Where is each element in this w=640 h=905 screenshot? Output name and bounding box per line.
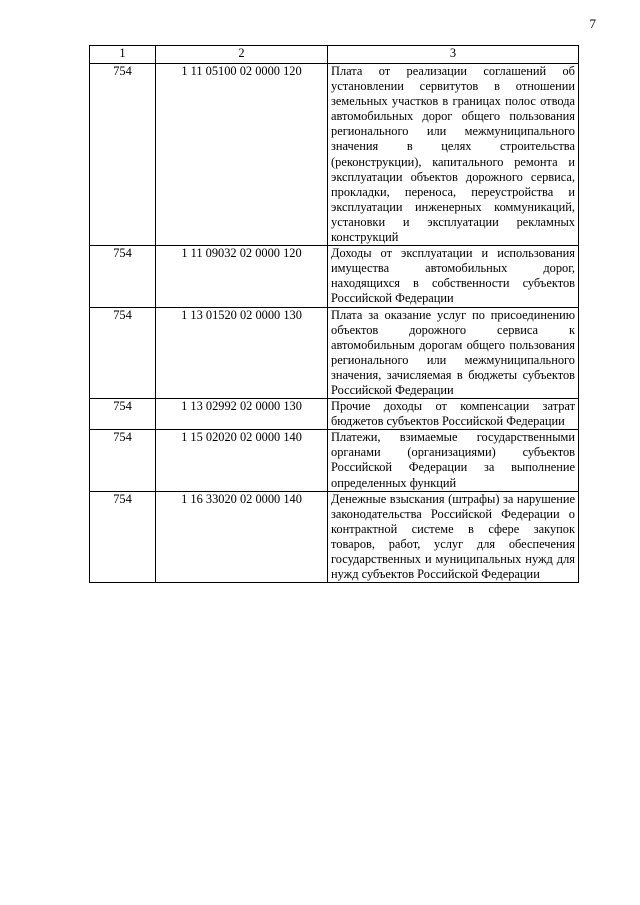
administrator-code-cell: 754 [90, 246, 156, 307]
revenue-code-cell: 1 15 02020 02 0000 140 [156, 430, 328, 491]
administrator-code-cell: 754 [90, 307, 156, 399]
table-header-row [90, 46, 579, 64]
column-header-1: 1 [90, 46, 156, 64]
column-header-3: 3 [328, 46, 579, 64]
revenue-name-cell: Плата за оказание услуг по присоединению объектов дорожного сервиса к автомобильным дорогам общего пользования регионального или межмуниципального значения, зачисляемая в бюджеты субъектов Российской Федерации [328, 307, 579, 399]
revenue-code-cell: 1 11 05100 02 0000 120 [156, 64, 328, 246]
administrator-code-cell: 754 [90, 491, 156, 583]
table-row [90, 246, 579, 307]
table-row [90, 430, 579, 491]
revenue-code-cell: 1 13 02992 02 0000 130 [156, 399, 328, 430]
administrator-code-cell: 754 [90, 399, 156, 430]
table-row [90, 491, 579, 583]
revenue-name-cell: Денежные взыскания (штрафы) за нарушение законодательства Российской Федерации о контрактной системе в сфере закупок товаров, работ, услуг для обеспечения государственных и муниципальных нужд для нужд субъектов Российской Федерации [328, 491, 579, 583]
revenue-name-cell: Плата от реализации соглашений об установлении сервитутов в отношении земельных участков в границах полос отвода автомобильных дорог общего пользования регионального или межмуниципального значения в целях строительства (реконструкции), капитального ремонта и эксплуатации объектов дорожного сервиса, прокладки, переноса, переустройства и эксплуатации инженерных коммуникаций, установки и эксплуатации рекламных конструкций [328, 64, 579, 246]
revenue-name-cell: Прочие доходы от компенсации затрат бюджетов субъектов Российской Федерации [328, 399, 579, 430]
revenue-name-cell: Доходы от эксплуатации и использования имущества автомобильных дорог, находящихся в собственности субъектов Российской Федерации [328, 246, 579, 307]
table-row [90, 307, 579, 399]
administrator-code-cell: 754 [90, 64, 156, 246]
column-header-2: 2 [156, 46, 328, 64]
table-row [90, 64, 579, 246]
administrator-code-cell: 754 [90, 430, 156, 491]
revenue-classification-table [89, 45, 579, 583]
revenue-code-cell: 1 16 33020 02 0000 140 [156, 491, 328, 583]
revenue-code-cell: 1 11 09032 02 0000 120 [156, 246, 328, 307]
page-number: 7 [589, 16, 596, 31]
table-row [90, 399, 579, 430]
revenue-name-cell: Платежи, взимаемые государственными органами (организациями) субъектов Российской Федерации за выполнение определенных функций [328, 430, 579, 491]
revenue-code-cell: 1 13 01520 02 0000 130 [156, 307, 328, 399]
